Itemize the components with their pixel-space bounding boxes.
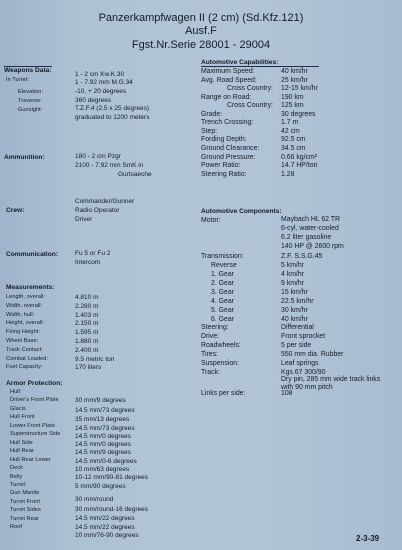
auto-cap-label: Maximum Speed: — [201, 68, 255, 75]
armor-label: Deck — [10, 465, 23, 472]
armor-label: Hull Rear Lower — [10, 456, 51, 463]
title-line-1: Panzerkampfwagen II (2 cm) (Sd.Kfz.121) — [98, 12, 304, 24]
motor-line-2: 6.2 liter gasoline — [281, 234, 332, 241]
weapons-value-1: 1 - 7.92 mm M.G.34 — [75, 79, 133, 86]
ammunition-heading: Ammunition: — [4, 154, 45, 161]
auto-cap-value: 12-15 km/hr — [281, 85, 318, 93]
component-value: Front sprocket — [281, 333, 326, 340]
crew-line-1: Radio Operator — [75, 207, 120, 214]
weapons-value-2: -10, + 20 degrees — [75, 88, 127, 95]
measurement-label: Height, overall: — [6, 320, 45, 327]
gear-value: 22.5 km/hr — [281, 298, 314, 305]
component-label: Track: — [201, 369, 220, 376]
auto-cap-value: 1.28 — [281, 170, 295, 178]
measurement-value: 1.403 m — [75, 311, 99, 319]
weapons-value-4: T.Z.F.4 (2.5 x 25 degrees) — [75, 105, 150, 112]
measurement-value: 1.595 m — [75, 329, 99, 337]
title-line-2: Ausf.F — [185, 25, 217, 37]
auto-cap-value: 190 km — [281, 93, 304, 101]
component-label: Drive: — [201, 333, 219, 340]
measurement-label: Firing Height: — [6, 329, 40, 336]
crew-line-2: Driver — [75, 216, 93, 223]
track-line-0: Dry pin, 285 mm wide track links — [281, 376, 381, 383]
gear-value: 5 km/hr — [281, 262, 304, 269]
auto-cap-label: Trench Crossing: — [201, 119, 254, 127]
motor-label: Motor: — [201, 217, 221, 224]
weapons-label-0: In Turret: — [6, 77, 29, 83]
gear-value: 4 km/hr — [281, 271, 304, 278]
gear-value: 15 km/hr — [281, 289, 308, 296]
component-value: Kgs.67 300/90 — [281, 369, 326, 376]
component-value: Differential — [281, 324, 314, 331]
auto-cap-label: Avg. Road Speed: — [201, 76, 257, 84]
auto-cap-label: Cross Country: — [227, 85, 273, 93]
auto-cap-label: Step: — [201, 127, 218, 135]
auto-cap-value: 1.7 m — [281, 119, 299, 127]
armor-label: Turret Front — [10, 498, 40, 505]
armor-label: Hull Side — [10, 439, 33, 446]
communication-heading: Communication: — [6, 251, 59, 258]
component-value: 5 per side — [281, 342, 312, 349]
measurement-label: Fuel Capacity: — [6, 364, 43, 371]
armor-label: Turret: — [10, 481, 27, 488]
armor-label: Roof — [10, 524, 23, 531]
communication-line-1: Intercom — [75, 259, 101, 266]
armor-value: 14.5 mm/0 degrees — [75, 433, 132, 440]
auto-cap-value: 42 cm — [281, 127, 300, 135]
armor-label: Belly — [10, 473, 23, 480]
motor-line-3: 140 HP @ 2600 rpm — [281, 243, 344, 250]
armor-label: Superstructure Side — [10, 431, 61, 438]
measurement-value: 2.280 m — [75, 302, 99, 310]
armor-value: 10 mm/63 degrees — [75, 466, 130, 473]
measurement-value: 2.150 m — [75, 320, 99, 328]
links-label: Links per side: — [201, 390, 246, 397]
measurement-value: 1.880 m — [75, 338, 99, 345]
armor-label: Hull: — [10, 389, 22, 395]
armor-value: 30 mm/round-16 degrees — [75, 506, 148, 513]
gear-label: 3. Gear — [211, 289, 234, 296]
transmission-value: Z.F. S.S.G.45 — [281, 253, 323, 260]
armor-label: Lower Front Plate — [10, 422, 55, 429]
armor-value: 14.5 mm/0 degrees — [75, 441, 132, 448]
component-label: Tires: — [201, 351, 218, 358]
ammunition-line-2: Gurtsaeche — [118, 171, 152, 178]
auto-cap-label: Ground Pressure: — [201, 153, 256, 161]
component-label: Steering: — [201, 324, 229, 331]
armor-value: 30 mm/9 degrees — [75, 397, 126, 404]
measurement-label: Wheel Base: — [6, 338, 39, 344]
gear-label: 1. Gear — [211, 271, 234, 278]
measurements-heading: Measurements: — [6, 284, 55, 291]
measurement-label: Length, overall: — [6, 294, 46, 300]
auto-cap-value: 25 km/hr — [281, 76, 308, 84]
gear-value: 30 km/hr — [281, 307, 308, 314]
armor-value: 14.5 mm/0-6 degrees — [75, 458, 137, 465]
measurement-label: Combat Loaded: — [6, 355, 49, 362]
gear-label: 6. Gear — [211, 316, 234, 323]
motor-line-0: Maybach HL 62 TR — [281, 216, 340, 223]
motor-line-1: 6-cyl, water-cooled — [281, 225, 339, 232]
auto-cap-heading: Automotive Capabilities: — [201, 59, 279, 66]
auto-cap-value: 30 degrees — [281, 110, 316, 118]
communication-line-0: Fu 5 or Fu 2 — [75, 250, 111, 257]
armor-label: Glacis — [10, 405, 26, 412]
transmission-label: Transmission: — [201, 253, 244, 260]
gear-label: 5. Gear — [211, 307, 234, 314]
armor-value: 10-12 mm/90-81 degrees — [75, 474, 148, 481]
ammunition-line-1: 2100 - 7.92 mm SmK in — [75, 162, 144, 169]
measurement-value: 4.810 m — [75, 294, 99, 301]
title-line-3: Fgst.Nr.Serie 28001 - 29004 — [131, 39, 271, 51]
gear-label: 2. Gear — [211, 280, 234, 287]
crew-heading: Crew: — [6, 207, 25, 214]
gear-label: Reverse — [211, 262, 237, 269]
auto-cap-label: Cross Country: — [227, 102, 273, 110]
armor-value: 30 mm/round — [75, 496, 114, 503]
crew-line-0: Commander/Gunner — [75, 198, 135, 205]
armor-label: Turret Rear — [10, 515, 39, 522]
page-code: 2-3-39 — [356, 534, 380, 543]
track-line-1: with 90 mm pitch — [281, 384, 333, 391]
armor-label: Hull Rear — [10, 448, 34, 455]
auto-cap-value: 125 km — [281, 102, 304, 110]
armor-heading: Armor Protection: — [6, 380, 63, 387]
auto-comp-heading: Automotive Components: — [201, 208, 282, 215]
measurement-label: Track Contact: — [6, 346, 43, 353]
weapons-value-3: 360 degrees — [75, 97, 112, 104]
ammunition-line-0: 180 - 2 cm Pzgr — [75, 153, 121, 160]
auto-cap-value: 92.5 cm — [281, 136, 306, 144]
measurement-label: Width, hull: — [6, 311, 35, 318]
auto-cap-label: Grade: — [201, 110, 223, 118]
armor-value: 10 mm/76-90 degrees — [75, 532, 139, 539]
auto-cap-label: Range on Road: — [201, 93, 252, 101]
auto-cap-label: Steering Ratio: — [201, 170, 247, 178]
measurement-value: 9.5 metric ton — [75, 355, 115, 363]
gear-value: 9 km/hr — [281, 280, 304, 287]
weapons-label-4: Gunsight: — [18, 107, 43, 113]
weapons-label-2: Elevation: — [18, 89, 44, 95]
armor-value: 14.5 mm/73 degrees — [75, 407, 135, 414]
auto-cap-value: 40 km/hr — [281, 68, 308, 75]
weapons-value-0: 1 - 2 cm Kw.K.30 — [75, 71, 125, 78]
links-value: 108 — [281, 390, 293, 397]
component-value: Leaf springs — [281, 360, 319, 367]
component-label: Roadwheels: — [201, 342, 241, 349]
armor-label: Gun Mantle — [10, 490, 40, 497]
auto-cap-value: 34.5 cm — [281, 144, 306, 152]
armor-value: 14.5 mm/22 degrees — [75, 515, 135, 522]
component-label: Suspension: — [201, 360, 239, 367]
weapons-heading: Weapons Data: — [4, 67, 52, 74]
armor-value: 5 mm/90 degrees — [75, 483, 126, 490]
component-value: 550 mm dia. Rubber — [281, 351, 344, 358]
armor-label: Driver's Front Plate — [10, 397, 59, 404]
measurement-value: 170 liters — [75, 364, 102, 372]
gear-label: 4. Gear — [211, 298, 234, 305]
armor-value: 14.5 mm/73 degrees — [75, 425, 135, 432]
armor-label: Turret Sides — [10, 507, 41, 514]
measurement-label: Width, overall: — [6, 302, 43, 309]
measurement-value: 2.400 m — [75, 346, 99, 354]
auto-cap-value: 14.7 HP/ton — [281, 162, 318, 170]
auto-cap-label: Ground Clearance: — [201, 144, 260, 152]
auto-cap-label: Power Ratio: — [201, 162, 241, 170]
armor-value: 35 mm/13 degrees — [75, 416, 130, 423]
weapons-value-5: graduated to 1200 meters — [75, 114, 150, 121]
armor-label: Hull Front — [10, 414, 35, 421]
armor-value: 14.5 mm/9 degrees — [75, 449, 132, 456]
auto-cap-label: Fording Depth: — [201, 136, 247, 144]
gear-value: 40 km/hr — [281, 316, 308, 323]
weapons-label-3: Traverse: — [18, 98, 42, 104]
auto-cap-value: 0.66 kg/cm² — [281, 153, 317, 161]
armor-value: 14.5 mm/22 degrees — [75, 524, 135, 531]
